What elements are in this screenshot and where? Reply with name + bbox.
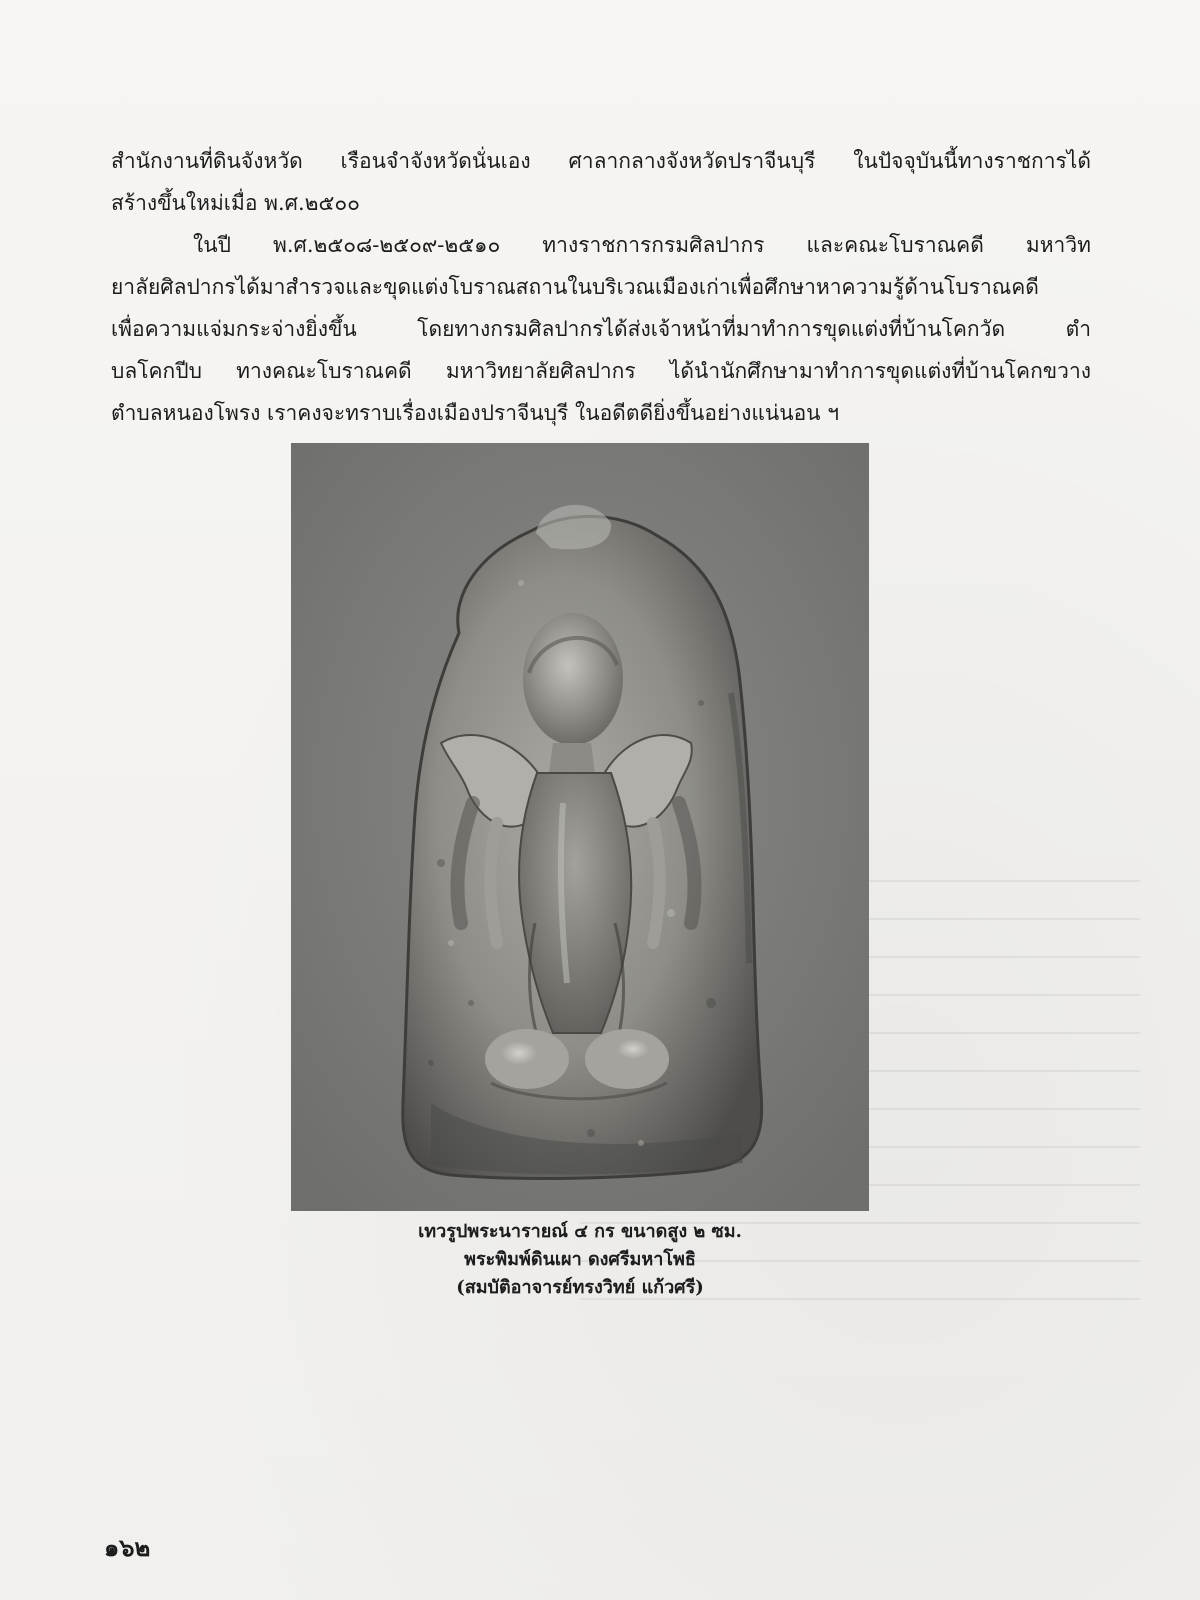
body-line: ยาลัยศิลปากรได้มาสำรวจและขุดแต่งโบราณสถานในบริเวณเมืองเก่าเพื่อศึกษาหาความรู้ด้านโบราณคดี bbox=[111, 275, 1039, 299]
artifact-photo bbox=[291, 443, 869, 1211]
body-line: สร้างขึ้นใหม่เมื่อ พ.ศ.๒๕๐๐ bbox=[111, 191, 360, 215]
body-line: เพื่อความแจ่มกระจ่างยิ่งขึ้น โดยทางกรมศิลปากรได้ส่งเจ้าหน้าที่มาทำการขุดแต่งที่บ้านโคกวัด ตำ bbox=[111, 317, 1091, 341]
caption-line: (สมบัติอาจารย์ทรงวิทย์ แก้วศรี) bbox=[456, 1277, 704, 1298]
page-number: ๑๖๒ bbox=[104, 1533, 151, 1562]
caption-line: พระพิมพ์ดินเผา ดงศรีมหาโพธิ bbox=[464, 1249, 696, 1270]
body-line: บลโคกปีบ ทางคณะโบราณคดี มหาวิทยาลัยศิลปากร ได้นำนักศึกษามาทำการขุดแต่งที่บ้านโคกขวาง bbox=[111, 359, 1091, 383]
body-line: สำนักงานที่ดินจังหวัด เรือนจำจังหวัดนั่นเอง ศาลากลางจังหวัดปราจีนบุรี ในปัจจุบันนี้ทางราชการได้ bbox=[111, 149, 1091, 173]
body-text bbox=[111, 140, 1091, 434]
caption-line: เทวรูปพระนารายณ์ ๔ กร ขนาดสูง ๒ ซม. bbox=[418, 1221, 742, 1242]
body-line: ในปี พ.ศ.๒๕๐๘-๒๕๐๙-๒๕๑๐ ทางราชการกรมศิลปากร และคณะโบราณคดี มหาวิท bbox=[193, 233, 1091, 257]
body-line: ตำบลหนองโพรง เราคงจะทราบเรื่องเมืองปราจีนบุรี ในอดีตดียิ่งขึ้นอย่างแน่นอน ฯ bbox=[111, 401, 840, 425]
figure-caption bbox=[291, 1218, 869, 1302]
votive-tablet-image bbox=[291, 443, 869, 1211]
